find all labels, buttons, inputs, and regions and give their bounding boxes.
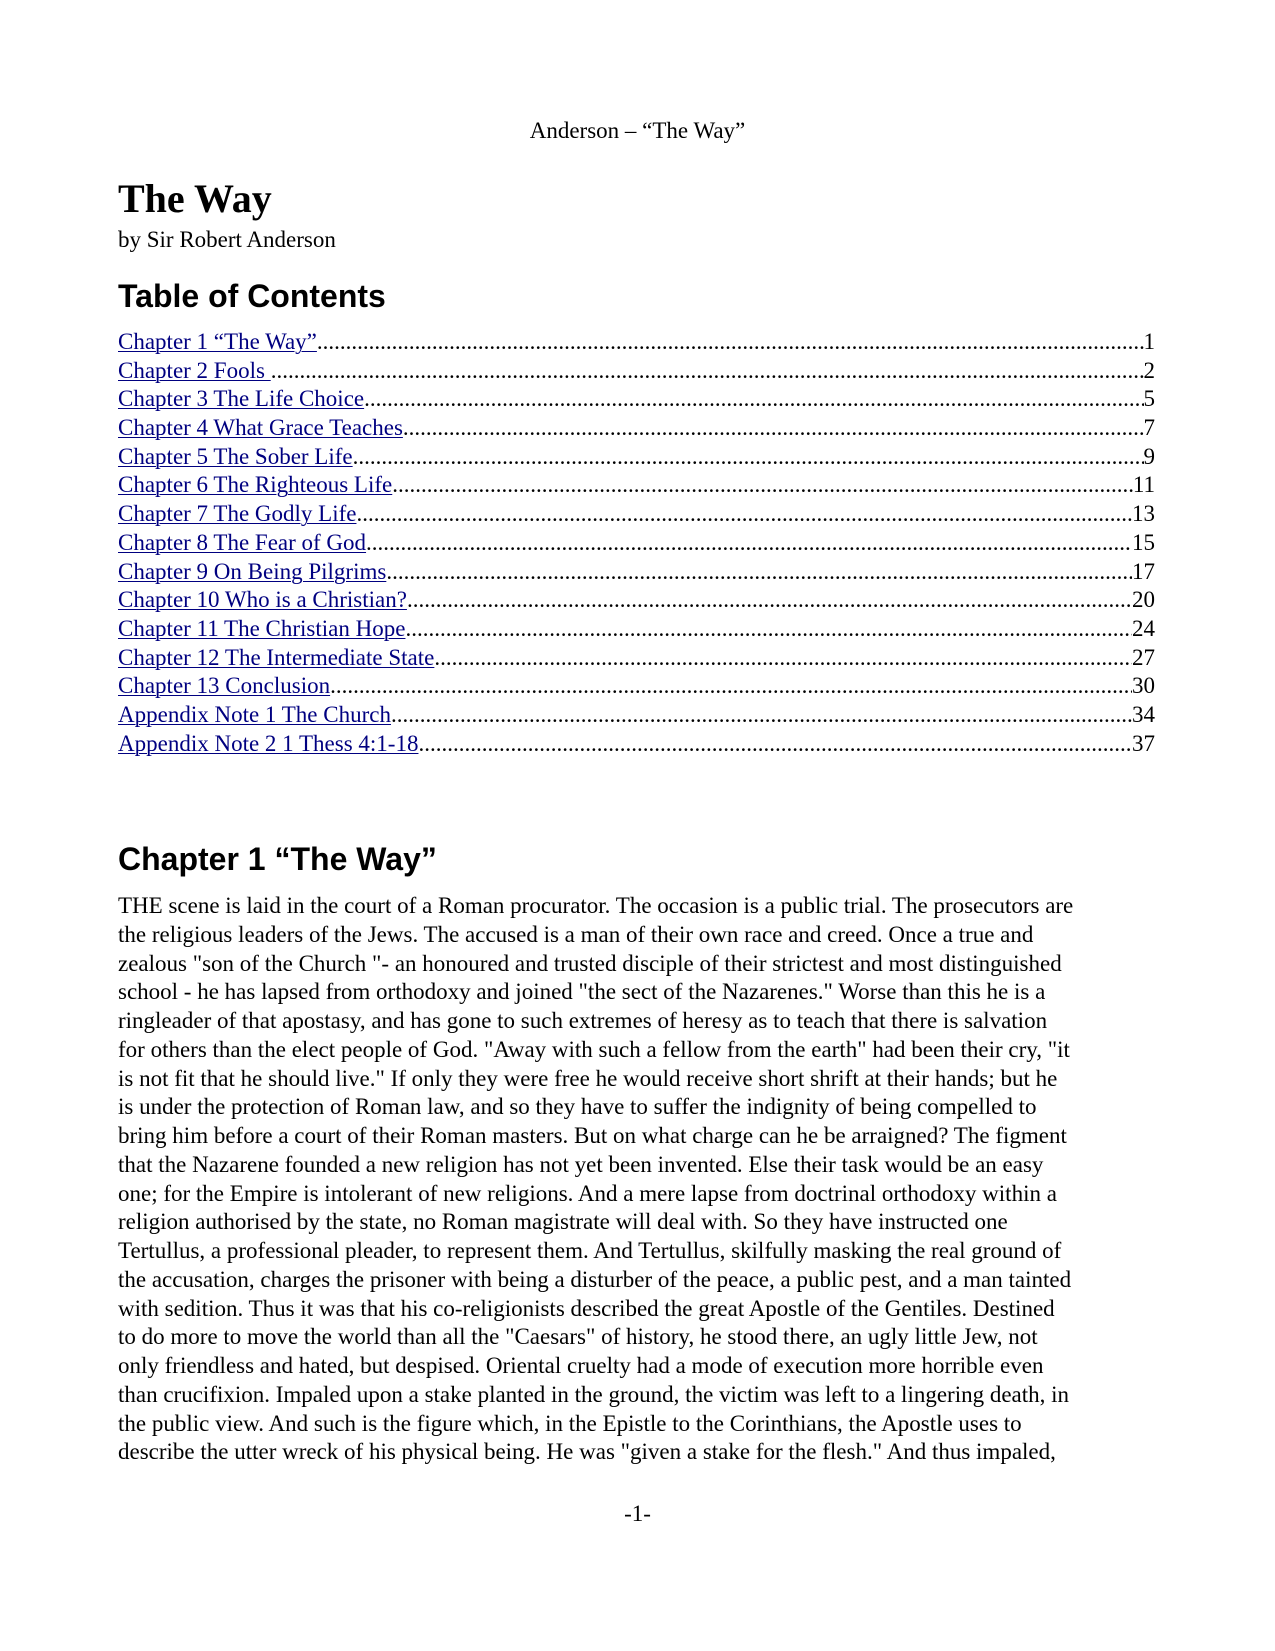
toc-page-number: 20: [1132, 587, 1155, 613]
toc-page-number: 1: [1143, 329, 1155, 354]
toc-page-number: 30: [1132, 673, 1155, 699]
toc-leader-dots: [407, 586, 1132, 614]
toc-page-number: 2: [1143, 357, 1155, 383]
toc-leader-dots: [317, 328, 1144, 356]
toc-page-number: 17: [1132, 558, 1155, 584]
body-line: THE scene is laid in the court of a Roman procurator. The occasion is a public trial. The prosecutors are: [118, 893, 1074, 918]
toc-leader-dots: [271, 357, 1144, 385]
chapter-heading: Chapter 1 “The Way”: [118, 841, 437, 877]
toc-entry: [118, 328, 1155, 357]
toc-link[interactable]: Chapter 5 The Sober Life: [118, 443, 353, 469]
toc-link[interactable]: Chapter 4 What Grace Teaches: [118, 415, 403, 441]
table-of-contents: [118, 328, 1155, 758]
body-line: to do more to move the world than all the "Caesars" of history, he stood there, an ugly little Jew, not: [118, 1324, 1038, 1350]
body-line: bring him before a court of their Roman masters. But on what charge can he be arraigned? The figment: [118, 1123, 1067, 1148]
toc-leader-dots: [330, 672, 1132, 700]
toc-entry: [118, 644, 1155, 673]
body-line: ringleader of that apostasy, and has gone to such extremes of heresy as to teach that there is salvation: [118, 1008, 1048, 1033]
toc-leader-dots: [405, 615, 1132, 643]
toc-page-number: 24: [1132, 615, 1155, 641]
toc-entry: [118, 558, 1155, 587]
body-line: than crucifixion. Impaled upon a stake planted in the ground, the victim was left to a lingering death, in: [118, 1381, 1070, 1407]
toc-entry: [118, 385, 1155, 414]
toc-leader-dots: [386, 558, 1132, 586]
toc-link[interactable]: Chapter 3 The Life Choice: [118, 386, 365, 412]
toc-leader-dots: [353, 443, 1144, 471]
toc-leader-dots: [366, 529, 1132, 557]
toc-leader-dots: [356, 500, 1132, 528]
toc-leader-dots: [392, 471, 1133, 499]
body-line: only friendless and hated, but despised. Oriental cruelty had a mode of execution more horrible even: [118, 1353, 1044, 1378]
toc-entry: [118, 500, 1155, 529]
body-line: the religious leaders of the Jews. The accused is a man of their own race and creed. Once a true and: [118, 921, 1034, 947]
toc-entry: [118, 414, 1155, 443]
toc-link[interactable]: Appendix Note 2 1 Thess 4:1-18: [118, 730, 419, 756]
toc-link[interactable]: Chapter 11 The Christian Hope: [118, 615, 406, 641]
toc-link[interactable]: Chapter 2 Fools: [118, 357, 271, 383]
toc-leader-dots: [364, 385, 1143, 413]
toc-heading: Table of Contents: [118, 278, 386, 314]
toc-entry: [118, 471, 1155, 500]
toc-page-number: 15: [1132, 529, 1155, 555]
body-line: one; for the Empire is intolerant of new religions. And a mere lapse from doctrinal orthodoxy within a: [118, 1180, 1057, 1206]
chapter-body: [118, 892, 1158, 1467]
toc-entry: [118, 443, 1155, 472]
toc-link[interactable]: Chapter 7 The Godly Life: [118, 501, 357, 527]
toc-page-number: 11: [1132, 472, 1155, 498]
body-line: school - he has lapsed from orthodoxy and joined "the sect of the Nazarenes." Worse than this he is a: [118, 979, 1046, 1005]
toc-entry: [118, 730, 1155, 759]
author-line: by Sir Robert Anderson: [118, 227, 336, 252]
toc-entry: [118, 586, 1155, 615]
toc-link[interactable]: Chapter 6 The Righteous Life: [118, 472, 393, 498]
running-header: Anderson – “The Way”: [529, 118, 746, 143]
body-line: the accusation, charges the prisoner with being a disturber of the peace, a public pest, and a man tainted: [118, 1266, 1072, 1292]
body-line: the public view. And such is the figure which, in the Epistle to the Corinthians, the Apostle uses to: [118, 1410, 1022, 1436]
toc-page-number: 34: [1132, 701, 1155, 727]
body-line: for others than the elect people of God. "Away with such a fellow from the earth" had been their cry, "it: [118, 1036, 1070, 1062]
page-number: -1-: [624, 1501, 651, 1526]
toc-entry: [118, 529, 1155, 558]
toc-page-number: 5: [1143, 386, 1155, 412]
toc-link[interactable]: Chapter 1 “The Way”: [118, 329, 317, 354]
toc-link[interactable]: Chapter 12 The Intermediate State: [118, 644, 435, 670]
toc-leader-dots: [403, 414, 1144, 442]
toc-leader-dots: [391, 701, 1132, 729]
toc-page-number: 27: [1132, 644, 1155, 670]
toc-link[interactable]: Chapter 9 On Being Pilgrims: [118, 558, 387, 584]
toc-link[interactable]: Appendix Note 1 The Church: [118, 701, 391, 727]
document-title: The Way: [118, 176, 272, 221]
toc-page-number: 9: [1143, 443, 1155, 469]
toc-page-number: 13: [1132, 501, 1155, 527]
toc-link[interactable]: Chapter 10 Who is a Christian?: [118, 587, 407, 613]
toc-page-number: 37: [1132, 730, 1155, 756]
body-line: Tertullus, a professional pleader, to represent them. And Tertullus, skilfully masking the real ground of: [118, 1238, 1062, 1263]
body-line: that the Nazarene founded a new religion has not yet been invented. Else their task would be an easy: [118, 1151, 1044, 1177]
toc-entry: [118, 357, 1155, 386]
toc-page-number: 7: [1143, 415, 1155, 441]
toc-entry: [118, 615, 1155, 644]
toc-entry: [118, 701, 1155, 730]
toc-link[interactable]: Chapter 13 Conclusion: [118, 673, 331, 699]
toc-leader-dots: [418, 730, 1132, 758]
toc-entry: [118, 672, 1155, 701]
body-line: is under the protection of Roman law, and so they have to suffer the indignity of being compelled to: [118, 1094, 1037, 1120]
body-line: describe the utter wreck of his physical being. He was "given a stake for the flesh." And thus impaled,: [118, 1439, 1056, 1465]
toc-leader-dots: [434, 644, 1132, 672]
body-line: religion authorised by the state, no Roman magistrate will deal with. So they have instructed one: [118, 1209, 1008, 1235]
body-line: zealous "son of the Church "- an honoured and trusted disciple of their strictest and most distinguished: [118, 950, 1062, 976]
body-line: with sedition. Thus it was that his co-religionists described the great Apostle of the Gentiles. Destined: [118, 1295, 1055, 1321]
toc-link[interactable]: Chapter 8 The Fear of God: [118, 529, 367, 555]
body-line: is not fit that he should live." If only they were free he would receive short shrift at their hands; but he: [118, 1065, 1058, 1091]
